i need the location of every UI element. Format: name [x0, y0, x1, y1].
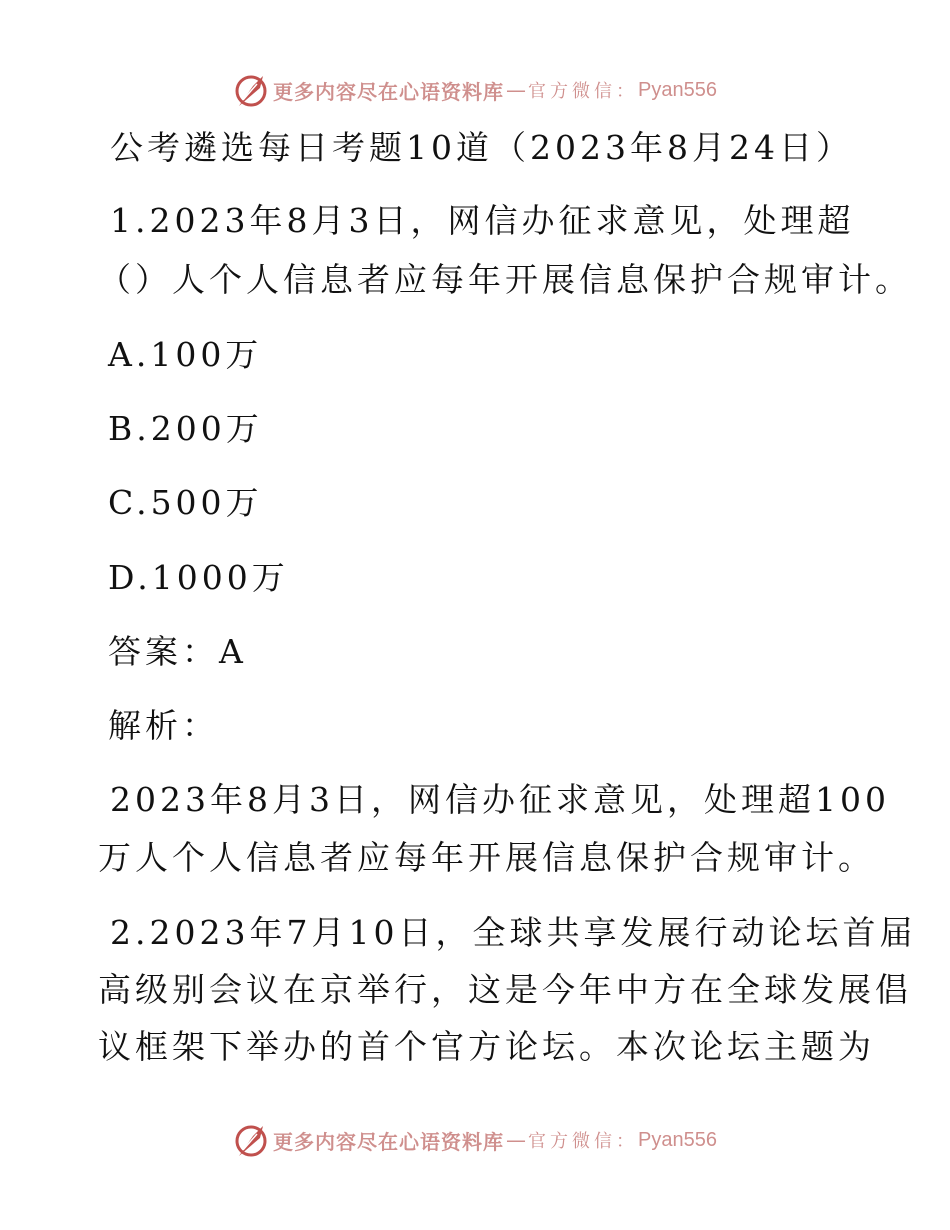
watermark-separator: — — [506, 1128, 527, 1152]
q1-analysis-line2: 万人个人信息者应每年开展信息保护合规审计。 — [98, 838, 875, 877]
q1-option-d: D.1000万 — [108, 558, 289, 597]
watermark-banner-top — [0, 70, 950, 110]
q2-stem-line2: 高级别会议在京举行，这是今年中方在全球发展倡 — [98, 970, 912, 1009]
q1-stem-line1: 1.2023年8月3日，网信办征求意见，处理超 — [110, 201, 855, 240]
q1-option-c: C.500万 — [108, 483, 263, 522]
watermark-separator: — — [506, 78, 527, 102]
q2-stem-line1: 2.2023年7月10日，全球共享发展行动论坛首届 — [110, 913, 917, 952]
feather-pen-logo-icon — [233, 1122, 269, 1158]
watermark-wechat-label: 官方微信： — [528, 81, 639, 102]
watermark-banner-bottom — [0, 1120, 950, 1160]
q1-option-a: A.100万 — [108, 335, 263, 374]
q1-stem-line2: （）人个人信息者应每年开展信息保护合规审计。 — [98, 260, 912, 299]
doc-title: 公考遴选每日考题10道（2023年8月24日） — [110, 128, 853, 167]
watermark-site-text: 更多内容尽在心语资料库 — [273, 1129, 505, 1154]
watermark-site-text: 更多内容尽在心语资料库 — [273, 79, 505, 104]
q1-analysis-line1: 2023年8月3日，网信办征求意见，处理超100 — [110, 780, 890, 819]
feather-pen-logo-icon — [233, 72, 269, 108]
q1-analysis-label: 解析： — [108, 706, 219, 745]
watermark-account: Pyan556 — [638, 78, 717, 101]
q2-stem-line3: 议框架下举办的首个官方论坛。本次论坛主题为 — [98, 1027, 875, 1066]
watermark-account: Pyan556 — [638, 1128, 717, 1151]
q1-answer: 答案：A — [108, 632, 247, 671]
q1-option-b: B.200万 — [108, 409, 263, 448]
watermark-wechat-label: 官方微信： — [528, 1131, 639, 1152]
